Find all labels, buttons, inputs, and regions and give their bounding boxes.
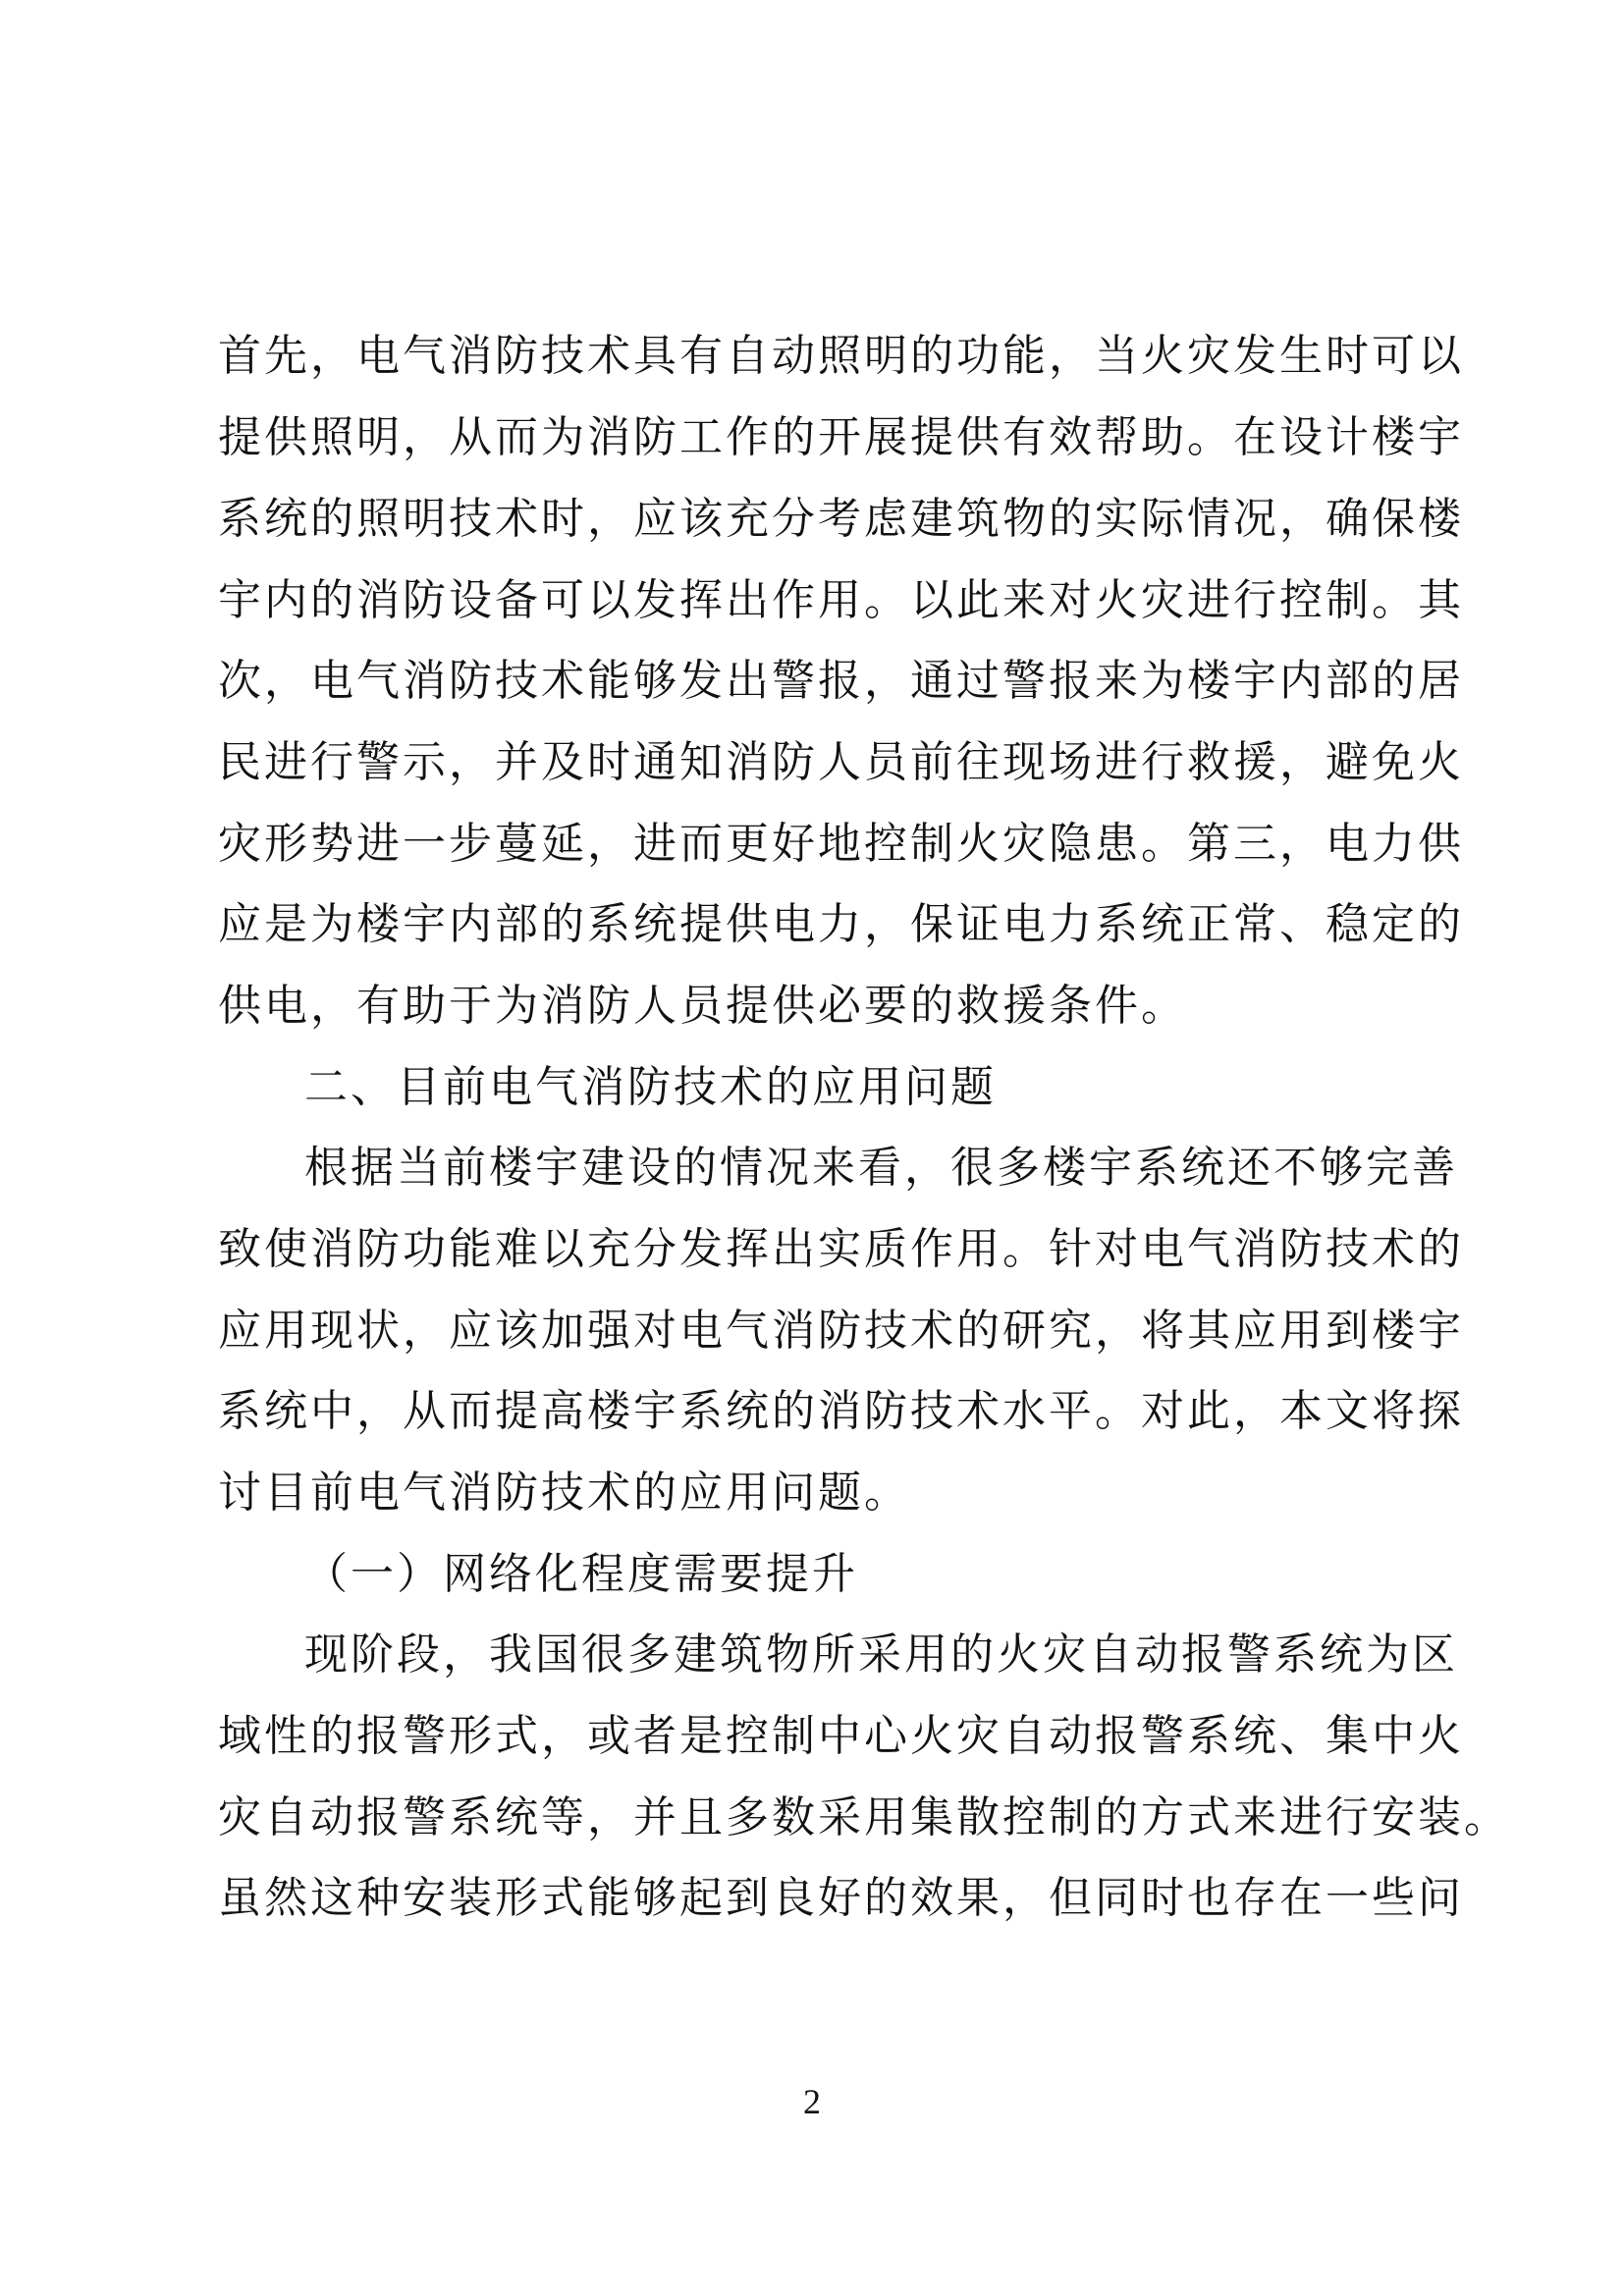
paragraph-line: 致使消防功能难以充分发挥出实质作用。针对电气消防技术的	[218, 1224, 1464, 1274]
paragraph-line: 应是为楼宇内部的系统提供电力，保证电力系统正常、稳定的	[218, 899, 1464, 949]
paragraph-line: 系统的照明技术时，应该充分考虑建筑物的实际情况，确保楼	[218, 494, 1464, 544]
page-number: 2	[803, 2082, 821, 2121]
paragraph-line: 讨目前电气消防技术的应用问题。	[218, 1468, 910, 1518]
paragraph-line: 首先，电气消防技术具有自动照明的功能，当火灾发生时可以	[218, 331, 1464, 381]
paragraph-line: 民进行警示，并及时通知消防人员前往现场进行救援，避免火	[218, 737, 1464, 787]
paragraph-line: 系统中，从而提高楼宇系统的消防技术水平。对此，本文将探	[218, 1386, 1464, 1436]
paragraph-line: 应用现状，应该加强对电气消防技术的研究，将其应用到楼宇	[218, 1306, 1464, 1356]
subsection-heading: （一）网络化程度需要提升	[304, 1549, 858, 1599]
section-heading: 二、目前电气消防技术的应用问题	[304, 1062, 997, 1112]
paragraph-line: 灾自动报警系统等，并且多数采用集散控制的方式来进行安装。	[218, 1792, 1510, 1842]
paragraph-line: 次，电气消防技术能够发出警报，通过警报来为楼宇内部的居	[218, 656, 1464, 706]
paragraph-line: 虽然这种安装形式能够起到良好的效果，但同时也存在一些问	[218, 1873, 1464, 1923]
paragraph-line: 现阶段，我国很多建筑物所采用的火灾自动报警系统为区	[304, 1629, 1458, 1680]
paragraph-line: 宇内的消防设备可以发挥出作用。以此来对火灾进行控制。其	[218, 575, 1464, 625]
paragraph-line: 根据当前楼宇建设的情况来看，很多楼宇系统还不够完善	[304, 1143, 1458, 1193]
paragraph-line: 域性的报警形式，或者是控制中心火灾自动报警系统、集中火	[218, 1711, 1464, 1761]
paragraph-line: 提供照明，从而为消防工作的开展提供有效帮助。在设计楼宇	[218, 412, 1464, 462]
paragraph-line: 灾形势进一步蔓延，进而更好地控制火灾隐患。第三，电力供	[218, 819, 1464, 869]
paragraph-line: 供电，有助于为消防人员提供必要的救援条件。	[218, 981, 1187, 1031]
